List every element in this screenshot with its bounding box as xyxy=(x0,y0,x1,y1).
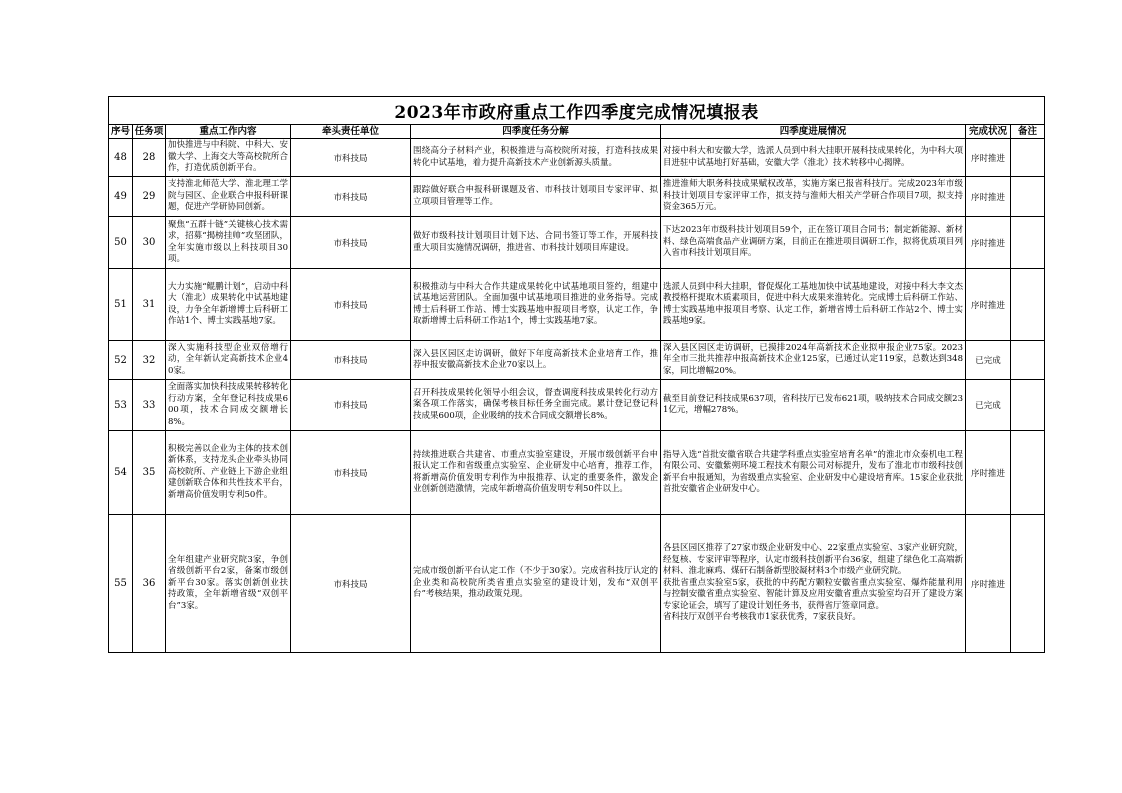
lead-unit: 市科技局 xyxy=(291,431,411,515)
completion-status: 序时推进 xyxy=(966,515,1011,653)
header-plan: 四季度任务分解 xyxy=(411,125,661,139)
lead-unit: 市科技局 xyxy=(291,269,411,341)
task-number: 28 xyxy=(133,139,166,177)
progress-paragraph: 选派人员到中科大挂职，督促煤化工基地加快中试基地建设，对接中科大李文杰教授格杆提取木质素项目，促进中科大成果来淮转化。完成博士后科研工作站、博士实践基地申报项目考察、认定工作，新增省博士后科研工作站2个、博士实践基地9家。 xyxy=(663,281,963,326)
progress-paragraph: 深入县区园区走访调研，已摸排2024年高新技术企业拟申报企业75家。2023年全市三批共推荐申报高新技术企业125家，已通过认定119家，总数达到348家，同比增幅20%。 xyxy=(663,342,963,376)
lead-unit: 市科技局 xyxy=(291,341,411,380)
quarter-plan: 持续推进联合共建省、市重点实验室建设，开展市级创新平台申报认定工作和省级重点实验室、企业研发中心培育，推荐工作，将新增高价值发明专利作为申报推荐、认定的重要条件，激发企业创新创造激情，完成年新增高价值发明专利50件以上。 xyxy=(411,431,661,515)
work-content: 全面落实加快科技成果转移转化行动方案，全年登记科技成果600项，技术合同成交额增长8%。 xyxy=(166,380,291,431)
remark xyxy=(1011,431,1045,515)
work-content: 深入实施科技型企业双倍增行动，全年新认定高新技术企业40家。 xyxy=(166,341,291,380)
progress-paragraph: 省科技厅双创平台考核我市1家获优秀，7家获良好。 xyxy=(663,612,861,623)
lead-unit: 市科技局 xyxy=(291,380,411,431)
progress-paragraph: 下达2023年市级科技计划项目59个，正在签订项目合同书；制定新能源、新材料、绿色高端食品产业调研方案，目前正在推进项目调研工作，拟将优质项目列入省市科技计划项目库。 xyxy=(663,225,963,259)
progress-paragraph: 各县区园区推荐了27家市级企业研发中心、22家重点实验室、3家产业研究院，经复核、专家评审等程序，认定市级科技创新平台36家，组建了绿色化工高端新材料、淮北麻鸡、煤矸石制备新型胶凝材料3个市级产业研究院。 xyxy=(663,543,963,577)
completion-status: 序时推进 xyxy=(966,217,1011,269)
work-content: 支持淮北师范大学、淮北理工学院与园区、企业联合申报科研课题，促进产学研协同创新。 xyxy=(166,177,291,217)
completion-status: 序时推进 xyxy=(966,177,1011,217)
completion-status: 已完成 xyxy=(966,341,1011,380)
remark xyxy=(1011,177,1045,217)
table-row xyxy=(109,431,1045,515)
remark xyxy=(1011,139,1045,177)
work-content: 加快推进与中科院、中科大、安徽大学、上海交大等高校院所合作，打造优质创新平台。 xyxy=(166,139,291,177)
completion-status: 序时推进 xyxy=(966,431,1011,515)
row-number: 54 xyxy=(109,431,133,515)
remark xyxy=(1011,341,1045,380)
task-number: 30 xyxy=(133,217,166,269)
work-content: 大力实施“鲲鹏计划”，启动中科大（淮北）成果转化中试基地建设，力争全年新增博士后科研工作站1个、博士实践基地7家。 xyxy=(166,269,291,341)
completion-status: 序时推进 xyxy=(966,139,1011,177)
report-sheet xyxy=(108,96,1044,653)
completion-status: 已完成 xyxy=(966,380,1011,431)
quarter-progress xyxy=(661,515,966,653)
header-content: 重点工作内容 xyxy=(166,125,291,139)
quarter-plan: 跟踪做好联合申报科研课题及省、市科技计划项目专家评审、拟立项项目管理等工作。 xyxy=(411,177,661,217)
header-progress: 四季度进展情况 xyxy=(661,125,966,139)
work-content: 积极完善以企业为主体的技术创新体系，支持龙头企业牵头协同高校院所、产业链上下游企业组建创新联合体和共性技术平台，新增高价值发明专利50件。 xyxy=(166,431,291,515)
quarter-progress xyxy=(661,177,966,217)
progress-paragraph: 对接中科大和安徽大学，选派人员到中科大挂职开展科技成果转化，为中科大项目进驻中试基地打好基础，安徽大学（淮北）技术转移中心揭牌。 xyxy=(663,146,963,168)
lead-unit: 市科技局 xyxy=(291,177,411,217)
quarter-plan: 深入县区园区走访调研，做好下年度高新技术企业培育工作，推荐申报安徽高新技术企业70家以上。 xyxy=(411,341,661,380)
work-content: 全年组建产业研究院3家，争创省级创新平台2家，备案市级创新平台30家。落实创新创业扶持政策，全年新增省级“双创平台”3家。 xyxy=(166,515,291,653)
progress-paragraph: 截至目前登记科技成果637项，省科技厅已发布621项，吸纳技术合同成交额231亿元，增幅278%。 xyxy=(663,393,963,415)
remark xyxy=(1011,217,1045,269)
quarter-progress xyxy=(661,431,966,515)
table-row xyxy=(109,269,1045,341)
remark xyxy=(1011,515,1045,653)
progress-paragraph: 获批省重点实验室5家，获批的中药配方颗粒安徽省重点实验室、爆炸能量利用与控制安徽省重点实验室、智能计算及应用安徽省重点实验室均召开了建设方案专家论证会，填写了建设计划任务书，获得省厅签章同意。 xyxy=(663,577,963,611)
header-status: 完成状况 xyxy=(966,125,1011,139)
quarter-plan: 积极推动与中科大合作共建成果转化中试基地项目签约，组建中试基地运营团队。全面加强中试基地项目推进的业务指导。完成博士后科研工作站、博士实践基地申报项目考察，认定工作，争取新增博士后科研工作站1个，博士实践基地7家。 xyxy=(411,269,661,341)
task-number: 33 xyxy=(133,380,166,431)
quarter-progress xyxy=(661,269,966,341)
header-row xyxy=(109,125,1045,139)
row-number: 53 xyxy=(109,380,133,431)
remark xyxy=(1011,269,1045,341)
progress-paragraph: 推进淮师大职务科技成果赋权改革，实施方案已报省科技厅。完成2023年市级科技计划项目专家评审工作，拟支持与淮师大相关产学研合作项目7项，拟支持资金365万元。 xyxy=(663,179,963,213)
row-number: 49 xyxy=(109,177,133,217)
task-number: 36 xyxy=(133,515,166,653)
task-number: 31 xyxy=(133,269,166,341)
header-remark: 备注 xyxy=(1011,125,1045,139)
quarter-progress xyxy=(661,217,966,269)
table-title: 2023年市政府重点工作四季度完成情况填报表 xyxy=(109,97,1045,125)
header-task: 任务项 xyxy=(133,125,166,139)
task-number: 29 xyxy=(133,177,166,217)
progress-paragraph: 指导入选“首批安徽省联合共建学科重点实验室培育名单”的淮北市众泰机电工程有限公司、安徽紫朔环境工程技术有限公司对标提升，发布了淮北市市级科技创新平台申报通知，为省级重点实验室、企业研发中心建设培育库。15家企业获批首批安徽省企业研发中心。 xyxy=(663,449,963,494)
work-content: 聚焦“五群十链”关键核心技术需求，招募“揭榜挂帅”攻坚团队，全年实施市级以上科技项目30项。 xyxy=(166,217,291,269)
quarter-plan: 围绕高分子材料产业，积极推进与高校院所对接，打造科技成果转化中试基地，着力提升高新技术产业创新源头质量。 xyxy=(411,139,661,177)
quarter-plan: 做好市级科技计划项目计划下达、合同书签订等工作，开展科技重大项目实施情况调研，推进省、市科技计划项目库建设。 xyxy=(411,217,661,269)
quarter-plan: 召开科技成果转化领导小组会议，督查调度科技成果转化行动方案各项工作落实，确保考核目标任务全面完成。累计登记登记科技成果600项，企业吸纳的技术合同成交额增长8%。 xyxy=(411,380,661,431)
table-row xyxy=(109,177,1045,217)
quarter-progress xyxy=(661,380,966,431)
task-number: 32 xyxy=(133,341,166,380)
completion-status: 序时推进 xyxy=(966,269,1011,341)
table-row xyxy=(109,139,1045,177)
lead-unit: 市科技局 xyxy=(291,515,411,653)
table-row xyxy=(109,515,1045,653)
row-number: 55 xyxy=(109,515,133,653)
quarter-progress xyxy=(661,139,966,177)
remark xyxy=(1011,380,1045,431)
header-no: 序号 xyxy=(109,125,133,139)
quarter-progress xyxy=(661,341,966,380)
header-unit: 牵头责任单位 xyxy=(291,125,411,139)
table-row xyxy=(109,341,1045,380)
table-row xyxy=(109,217,1045,269)
row-number: 50 xyxy=(109,217,133,269)
row-number: 51 xyxy=(109,269,133,341)
lead-unit: 市科技局 xyxy=(291,139,411,177)
lead-unit: 市科技局 xyxy=(291,217,411,269)
table-body xyxy=(109,139,1045,653)
table-row xyxy=(109,380,1045,431)
report-table xyxy=(108,96,1045,653)
row-number: 48 xyxy=(109,139,133,177)
quarter-plan: 完成市级创新平台认定工作（不少于30家）。完成省科技厅认定的企业类和高校院所类省重点实验室的建设计划，发布“双创平台”考核结果，推动政策兑现。 xyxy=(411,515,661,653)
row-number: 52 xyxy=(109,341,133,380)
task-number: 35 xyxy=(133,431,166,515)
